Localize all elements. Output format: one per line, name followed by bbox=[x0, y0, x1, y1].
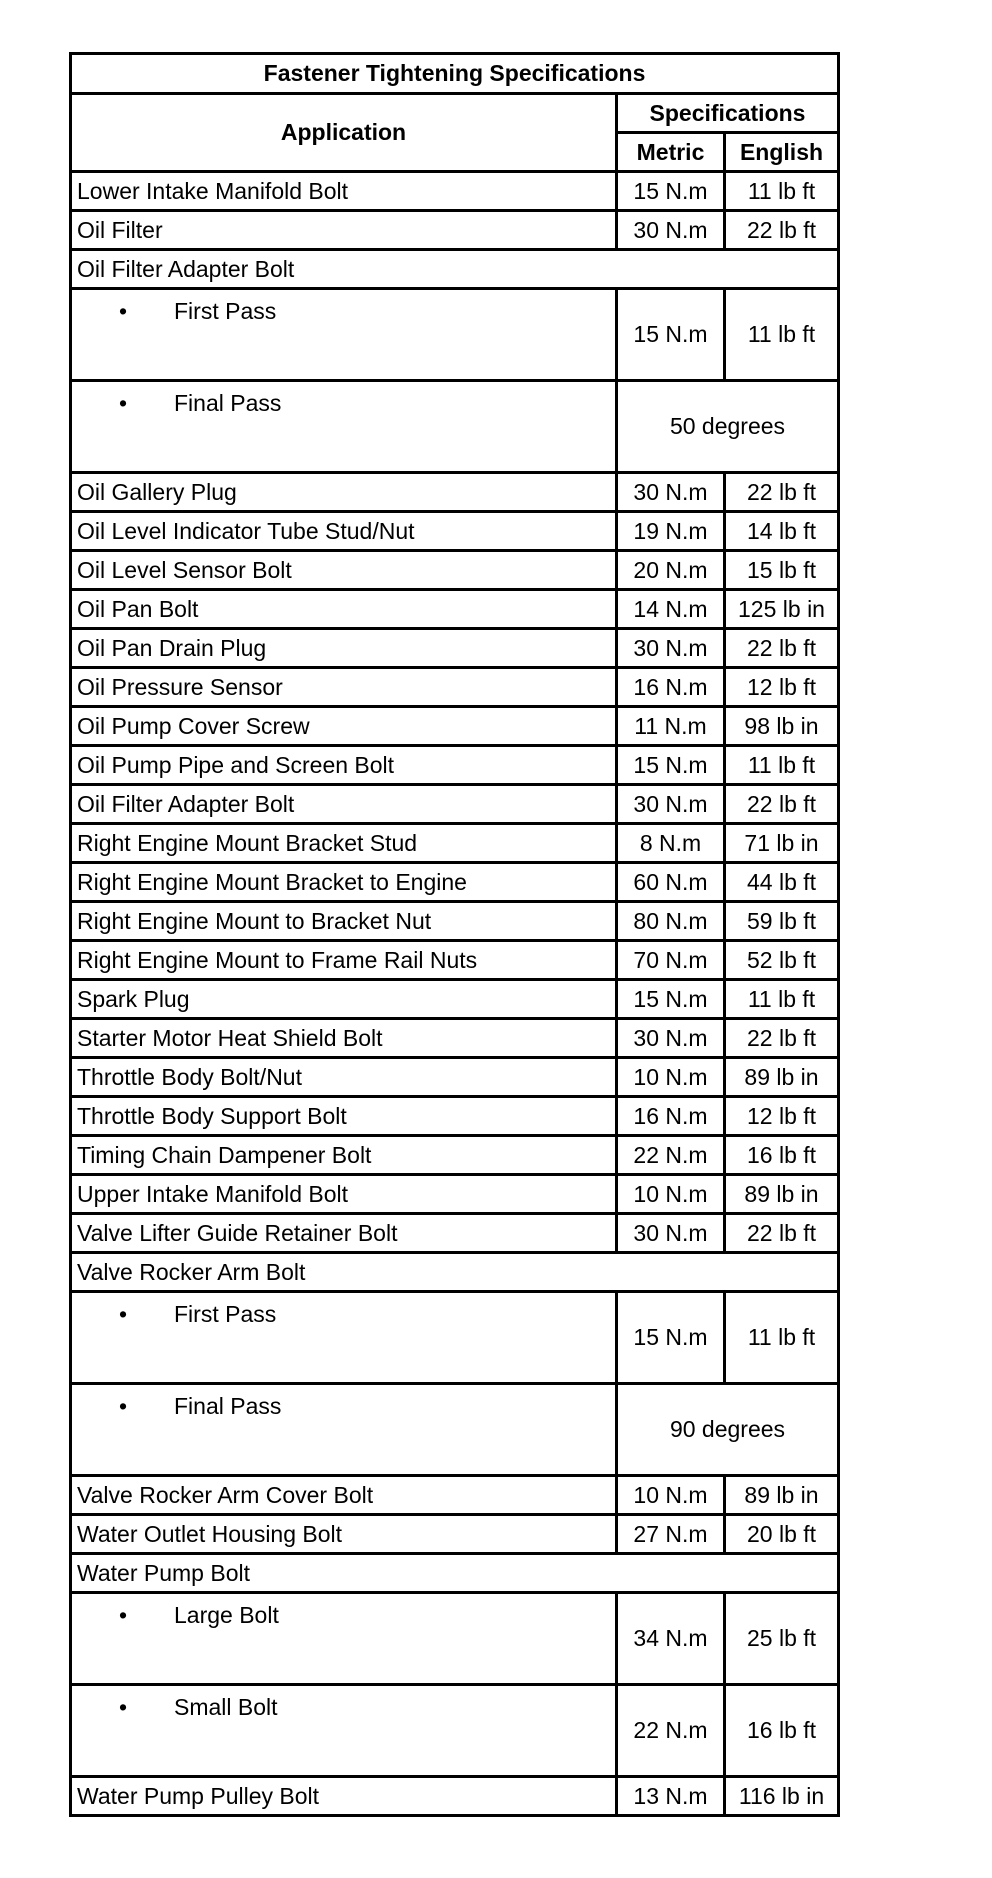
metric-cell: 34 N.m bbox=[617, 1593, 725, 1685]
table-row bbox=[71, 1175, 839, 1214]
english-cell: 16 lb ft bbox=[725, 1685, 839, 1777]
english-cell: 89 lb in bbox=[725, 1058, 839, 1097]
application-cell: Oil Filter Adapter Bolt bbox=[71, 785, 617, 824]
application-cell: Upper Intake Manifold Bolt bbox=[71, 1175, 617, 1214]
group-row bbox=[71, 1253, 839, 1292]
sub-label: Final Pass bbox=[174, 390, 282, 416]
english-cell: 89 lb in bbox=[725, 1476, 839, 1515]
group-label: Water Pump Bolt bbox=[71, 1554, 839, 1593]
metric-cell: 14 N.m bbox=[617, 590, 725, 629]
specifications-header: Specifications bbox=[617, 94, 839, 133]
table-row bbox=[71, 785, 839, 824]
table-row bbox=[71, 1214, 839, 1253]
application-cell: Oil Level Sensor Bolt bbox=[71, 551, 617, 590]
english-cell: 22 lb ft bbox=[725, 1019, 839, 1058]
metric-cell: 10 N.m bbox=[617, 1476, 725, 1515]
metric-cell: 15 N.m bbox=[617, 289, 725, 381]
table-row bbox=[71, 512, 839, 551]
english-cell: 125 lb in bbox=[725, 590, 839, 629]
table-row bbox=[71, 1097, 839, 1136]
metric-header: Metric bbox=[617, 133, 725, 172]
bullet-icon: • bbox=[118, 390, 127, 416]
english-cell: 59 lb ft bbox=[725, 902, 839, 941]
table-row bbox=[71, 1136, 839, 1175]
table-row bbox=[71, 1019, 839, 1058]
english-cell: 22 lb ft bbox=[725, 1214, 839, 1253]
metric-cell: 30 N.m bbox=[617, 211, 725, 250]
metric-cell: 16 N.m bbox=[617, 668, 725, 707]
sub-row bbox=[71, 1292, 839, 1384]
metric-cell: 30 N.m bbox=[617, 473, 725, 512]
english-cell: 11 lb ft bbox=[725, 746, 839, 785]
english-cell: 116 lb in bbox=[725, 1777, 839, 1816]
metric-cell: 70 N.m bbox=[617, 941, 725, 980]
metric-cell: 15 N.m bbox=[617, 1292, 725, 1384]
metric-cell: 22 N.m bbox=[617, 1136, 725, 1175]
application-cell: Water Outlet Housing Bolt bbox=[71, 1515, 617, 1554]
application-cell: Oil Pan Bolt bbox=[71, 590, 617, 629]
bullet-icon: • bbox=[118, 1694, 127, 1720]
group-label: Oil Filter Adapter Bolt bbox=[71, 250, 839, 289]
english-cell: 12 lb ft bbox=[725, 1097, 839, 1136]
merged-spec-cell: 90 degrees bbox=[617, 1384, 839, 1476]
sub-application-cell bbox=[71, 1292, 617, 1384]
table-row bbox=[71, 590, 839, 629]
application-cell: Oil Pump Pipe and Screen Bolt bbox=[71, 746, 617, 785]
metric-cell: 13 N.m bbox=[617, 1777, 725, 1816]
english-cell: 22 lb ft bbox=[725, 211, 839, 250]
sub-row bbox=[71, 289, 839, 381]
english-cell: 12 lb ft bbox=[725, 668, 839, 707]
table-row bbox=[71, 1058, 839, 1097]
application-cell: Oil Gallery Plug bbox=[71, 473, 617, 512]
english-cell: 14 lb ft bbox=[725, 512, 839, 551]
sub-label: First Pass bbox=[174, 298, 277, 324]
metric-cell: 27 N.m bbox=[617, 1515, 725, 1554]
application-cell: Lower Intake Manifold Bolt bbox=[71, 172, 617, 211]
english-cell: 15 lb ft bbox=[725, 551, 839, 590]
english-cell: 11 lb ft bbox=[725, 289, 839, 381]
english-cell: 11 lb ft bbox=[725, 980, 839, 1019]
metric-cell: 16 N.m bbox=[617, 1097, 725, 1136]
metric-cell: 30 N.m bbox=[617, 785, 725, 824]
sub-label: Small Bolt bbox=[174, 1694, 278, 1720]
english-cell: 25 lb ft bbox=[725, 1593, 839, 1685]
application-cell: Oil Pump Cover Screw bbox=[71, 707, 617, 746]
application-cell: Valve Rocker Arm Cover Bolt bbox=[71, 1476, 617, 1515]
english-cell: 11 lb ft bbox=[725, 172, 839, 211]
metric-cell: 20 N.m bbox=[617, 551, 725, 590]
sub-row bbox=[71, 1384, 839, 1476]
english-cell: 71 lb in bbox=[725, 824, 839, 863]
sub-application-cell bbox=[71, 1593, 617, 1685]
table-row bbox=[71, 551, 839, 590]
application-cell: Right Engine Mount Bracket to Engine bbox=[71, 863, 617, 902]
application-cell: Timing Chain Dampener Bolt bbox=[71, 1136, 617, 1175]
sub-application-cell bbox=[71, 1384, 617, 1476]
english-cell: 16 lb ft bbox=[725, 1136, 839, 1175]
table-row bbox=[71, 980, 839, 1019]
application-header: Application bbox=[71, 94, 617, 172]
table-row bbox=[71, 707, 839, 746]
application-cell: Right Engine Mount to Frame Rail Nuts bbox=[71, 941, 617, 980]
application-cell: Starter Motor Heat Shield Bolt bbox=[71, 1019, 617, 1058]
spec-table-body bbox=[71, 172, 839, 1816]
sub-label: Large Bolt bbox=[174, 1602, 279, 1628]
metric-cell: 19 N.m bbox=[617, 512, 725, 551]
english-cell: 89 lb in bbox=[725, 1175, 839, 1214]
sub-application-cell bbox=[71, 289, 617, 381]
table-row bbox=[71, 941, 839, 980]
metric-cell: 15 N.m bbox=[617, 172, 725, 211]
english-cell: 44 lb ft bbox=[725, 863, 839, 902]
table-row bbox=[71, 1777, 839, 1816]
group-row bbox=[71, 250, 839, 289]
metric-cell: 30 N.m bbox=[617, 1019, 725, 1058]
metric-cell: 80 N.m bbox=[617, 902, 725, 941]
sub-row bbox=[71, 1685, 839, 1777]
table-row bbox=[71, 824, 839, 863]
metric-cell: 15 N.m bbox=[617, 980, 725, 1019]
english-cell: 22 lb ft bbox=[725, 785, 839, 824]
table-title: Fastener Tightening Specifications bbox=[71, 54, 839, 94]
sub-label: Final Pass bbox=[174, 1393, 282, 1419]
application-cell: Oil Pressure Sensor bbox=[71, 668, 617, 707]
sub-row bbox=[71, 381, 839, 473]
application-cell: Water Pump Pulley Bolt bbox=[71, 1777, 617, 1816]
english-header: English bbox=[725, 133, 839, 172]
application-cell: Valve Lifter Guide Retainer Bolt bbox=[71, 1214, 617, 1253]
application-cell: Throttle Body Bolt/Nut bbox=[71, 1058, 617, 1097]
metric-cell: 8 N.m bbox=[617, 824, 725, 863]
table-row bbox=[71, 863, 839, 902]
application-cell: Oil Pan Drain Plug bbox=[71, 629, 617, 668]
table-row bbox=[71, 629, 839, 668]
table-row bbox=[71, 902, 839, 941]
metric-cell: 30 N.m bbox=[617, 1214, 725, 1253]
metric-cell: 10 N.m bbox=[617, 1175, 725, 1214]
application-cell: Throttle Body Support Bolt bbox=[71, 1097, 617, 1136]
application-cell: Oil Level Indicator Tube Stud/Nut bbox=[71, 512, 617, 551]
table-row bbox=[71, 1515, 839, 1554]
table-row bbox=[71, 473, 839, 512]
sub-row bbox=[71, 1593, 839, 1685]
bullet-icon: • bbox=[118, 1301, 127, 1327]
group-label: Valve Rocker Arm Bolt bbox=[71, 1253, 839, 1292]
table-row bbox=[71, 172, 839, 211]
metric-cell: 15 N.m bbox=[617, 746, 725, 785]
sub-application-cell bbox=[71, 1685, 617, 1777]
table-row bbox=[71, 668, 839, 707]
group-row bbox=[71, 1554, 839, 1593]
metric-cell: 10 N.m bbox=[617, 1058, 725, 1097]
english-cell: 22 lb ft bbox=[725, 473, 839, 512]
application-cell: Right Engine Mount to Bracket Nut bbox=[71, 902, 617, 941]
metric-cell: 60 N.m bbox=[617, 863, 725, 902]
table-row bbox=[71, 211, 839, 250]
table-row bbox=[71, 746, 839, 785]
merged-spec-cell: 50 degrees bbox=[617, 381, 839, 473]
metric-cell: 11 N.m bbox=[617, 707, 725, 746]
application-cell: Right Engine Mount Bracket Stud bbox=[71, 824, 617, 863]
english-cell: 52 lb ft bbox=[725, 941, 839, 980]
table-row bbox=[71, 1476, 839, 1515]
english-cell: 11 lb ft bbox=[725, 1292, 839, 1384]
sub-label: First Pass bbox=[174, 1301, 277, 1327]
bullet-icon: • bbox=[118, 298, 127, 324]
english-cell: 20 lb ft bbox=[725, 1515, 839, 1554]
bullet-icon: • bbox=[118, 1393, 127, 1419]
fastener-spec-table bbox=[69, 52, 840, 1817]
english-cell: 98 lb in bbox=[725, 707, 839, 746]
bullet-icon: • bbox=[118, 1602, 127, 1628]
sub-application-cell bbox=[71, 381, 617, 473]
application-cell: Oil Filter bbox=[71, 211, 617, 250]
metric-cell: 22 N.m bbox=[617, 1685, 725, 1777]
metric-cell: 30 N.m bbox=[617, 629, 725, 668]
application-cell: Spark Plug bbox=[71, 980, 617, 1019]
english-cell: 22 lb ft bbox=[725, 629, 839, 668]
